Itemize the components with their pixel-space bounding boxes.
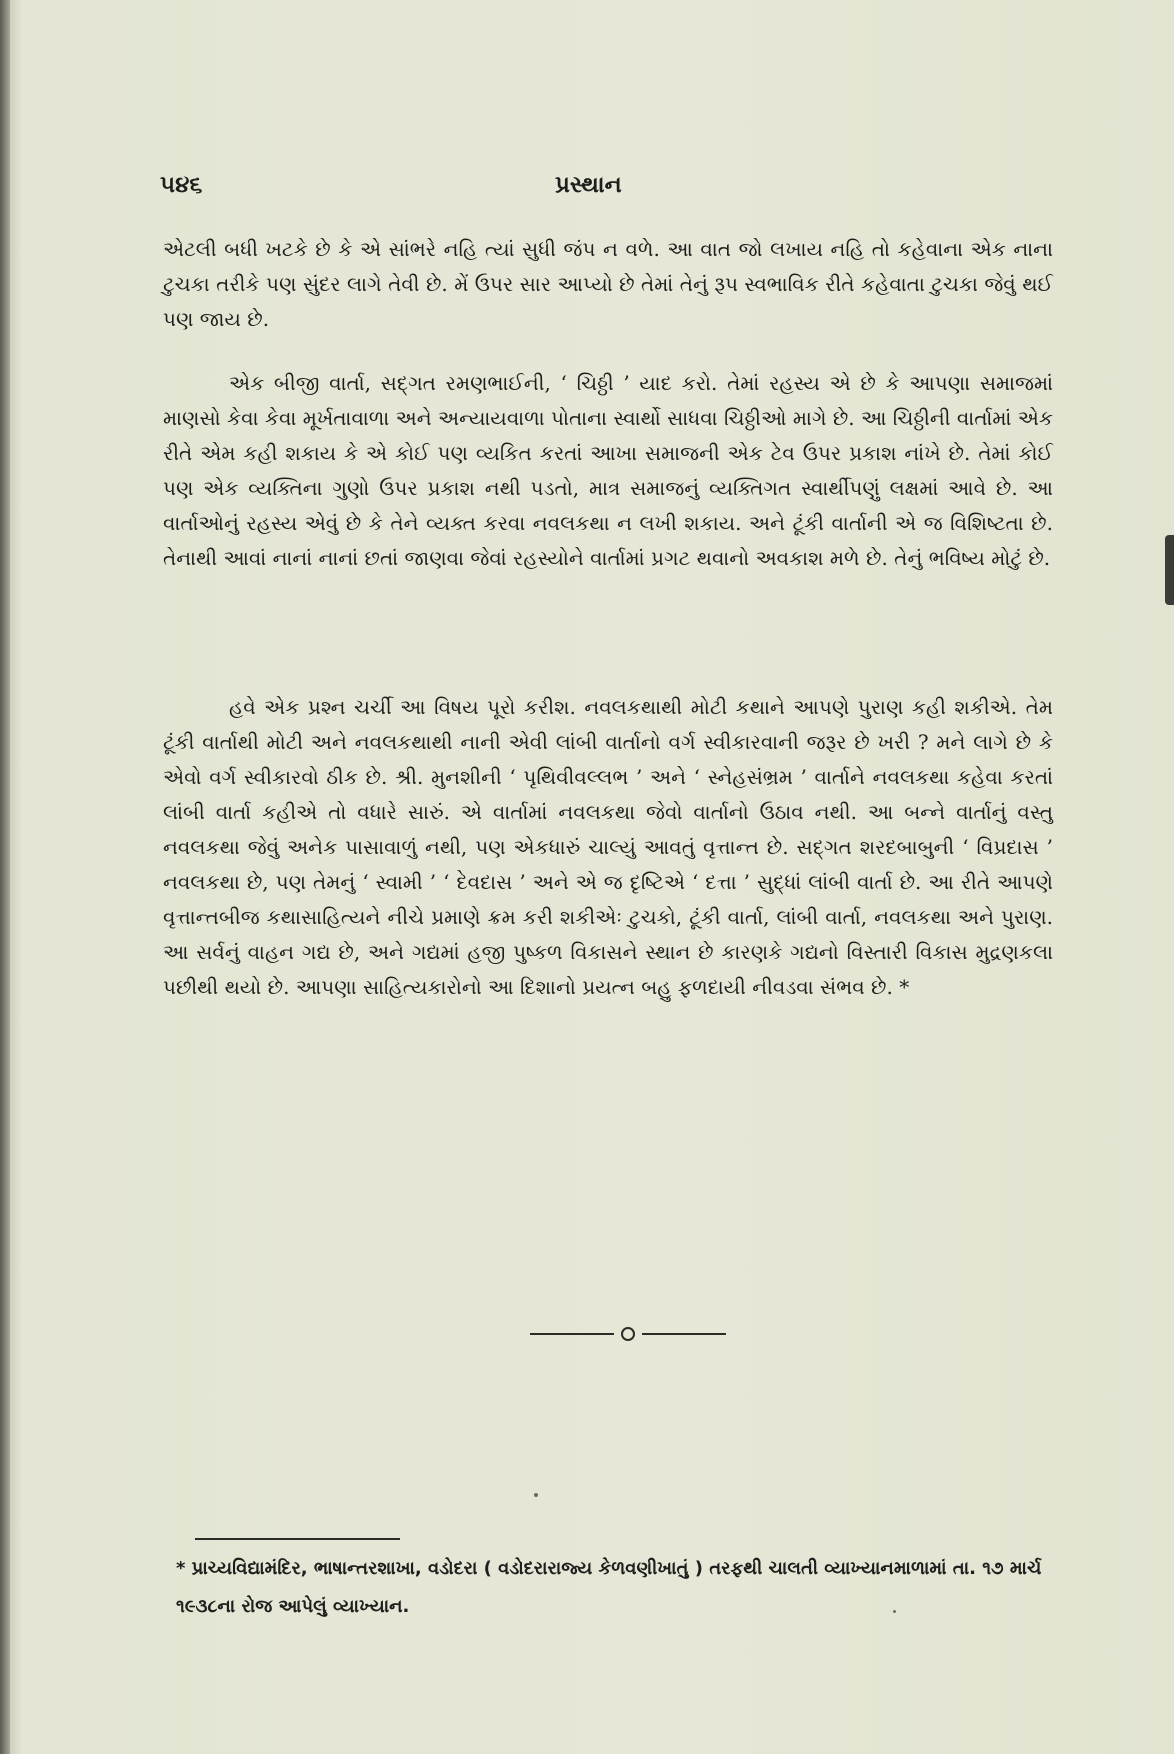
page-header [160,172,980,212]
page-edge-tab [1165,535,1174,605]
paragraph-2: એક બીજી વાર્તા, સદ્ગત રમણભાઈની, ‘ ચિઠ્ઠી ’ યાદ કરો. તેમાં રહસ્ય એ છે કે આપણા સમાજમાં માણસો કેવા કેવા મૂર્ખતાવાળા અને અન્યાયવાળા પોતાના સ્વાર્થો સાધવા ચિઠ્ઠીઓ માગે છે. આ ચિઠ્ઠીની વાર્તામાં એક રીતે એમ કહી શકાય કે એ કોઈ પણ વ્યકિત કરતાં આખા સમાજની એક ટેવ ઉપર પ્રકાશ નાંખે છે. તેમાં કોઈ પણ એક વ્યક્તિના ગુણો ઉપર પ્રકાશ નથી પડતો, માત્ર સમાજનું વ્યક્તિગત સ્વાર્થીપણું લક્ષમાં આવે છે. આ વાર્તાઓનું રહસ્ય એવું છે કે તેને વ્યક્ત કરવા નવલકથા ન લખી શકાય. અને ટૂંકી વાર્તાની એ જ વિશિષ્ટતા છે. તેનાથી આવાં નાનાં નાનાં છતાં જાણવા જેવાં રહસ્યોને વાર્તામાં પ્રગટ થવાનો અવકાશ મળે છે. તેનું ભવિષ્ય મોટું છે. [163,371,1053,570]
footnote-rule [195,1538,400,1540]
page-number: ૫૪૬ [160,172,203,198]
footnote: * પ્રાચ્યવિદ્યામંદિર, ભાષાન્તરશાખા, વડોદરા ( વડોદરારાજ્ય કેળવણીખાતું ) તરફથી ચાલતી વ્યાખ્યાનમાળામાં તા. ૧૭ માર્ચ ૧૯૩૮ના રોજ આપેલું વ્યાખ્યાન. [176,1558,1042,1617]
paragraph-3: હવે એક પ્રશ્ન ચર્ચી આ વિષય પૂરો કરીશ. નવલકથાથી મોટી કથાને આપણે પુરાણ કહી શકીએ. તેમ ટૂંકી વાર્તાથી મોટી અને નવલકથાથી નાની એવી લાંબી વાર્તાનો વર્ગ સ્વીકારવાની જરૂર છે ખરી ? મને લાગે છે કે એવો વર્ગ સ્વીકારવો ઠીક છે. શ્રી. મુનશીની ‘ પૃથિવીવલ્લભ ’ અને ‘ સ્નેહસંભ્રમ ’ વાર્તાને નવલકથા કહેવા કરતાં લાંબી વાર્તા કહીએ તો વધારે સારું. એ વાર્તામાં નવલકથા જેવો વાર્તાનો ઉઠાવ નથી. આ બન્ને વાર્તાનું વસ્તુ નવલકથા જેવું અનેક પાસાવાળું નથી, પણ એકધારું ચાલ્યું આવતું વૃત્તાન્ત છે. સદ્ગત શરદબાબુની ‘ વિપ્રદાસ ’ નવલકથા છે, પણ તેમનું ‘ સ્વામી ’ ‘ દેવદાસ ’ અને એ જ દૃષ્ટિએ ‘ દત્તા ’ સુદ્ધાં લાંબી વાર્તા છે. આ રીતે આપણે વૃત્તાન્તબીજ કથાસાહિત્યને નીચે પ્રમાણે ક્રમ કરી શકીએઃ ટુચકો, ટૂંકી વાર્તા, લાંબી વાર્તા, નવલકથા અને પુરાણ. આ સર્વનું વાહન ગદ્ય છે, અને ગદ્યમાં હજી પુષ્કળ વિકાસને સ્થાન છે કારણકે ગદ્યનો વિસ્તારી વિકાસ મુદ્રણકલા પછીથી થયો છે. આપણા સાહિત્યકારોનો આ દિશાનો પ્રયત્ન બહુ ફળદાયી નીવડવા સંભવ છે. * [163,695,1053,999]
divider-line-left [530,1333,614,1335]
paper-speck [893,1610,896,1613]
paper-speck [534,1493,538,1497]
running-title: પ્રસ્થાન [555,172,622,198]
divider-line-right [642,1333,726,1335]
divider-circle-ornament [621,1327,635,1341]
section-divider [530,1326,726,1340]
paragraph-1: એટલી બધી ખટકે છે કે એ સાંભરે નહિ ત્યાં સુધી જંપ ન વળે. આ વાત જો લખાય નહિ તો કહેવાના એક નાના ટુચકા તરીકે પણ સુંદર લાગે તેવી છે. મેં ઉપર સાર આપ્યો છે તેમાં તેનું રૂપ સ્વભાવિક રીતે કહેવાતા ટુચકા જેવું થઈ પણ જાય છે. [163,237,1053,331]
book-spine-shadow [0,0,10,1754]
